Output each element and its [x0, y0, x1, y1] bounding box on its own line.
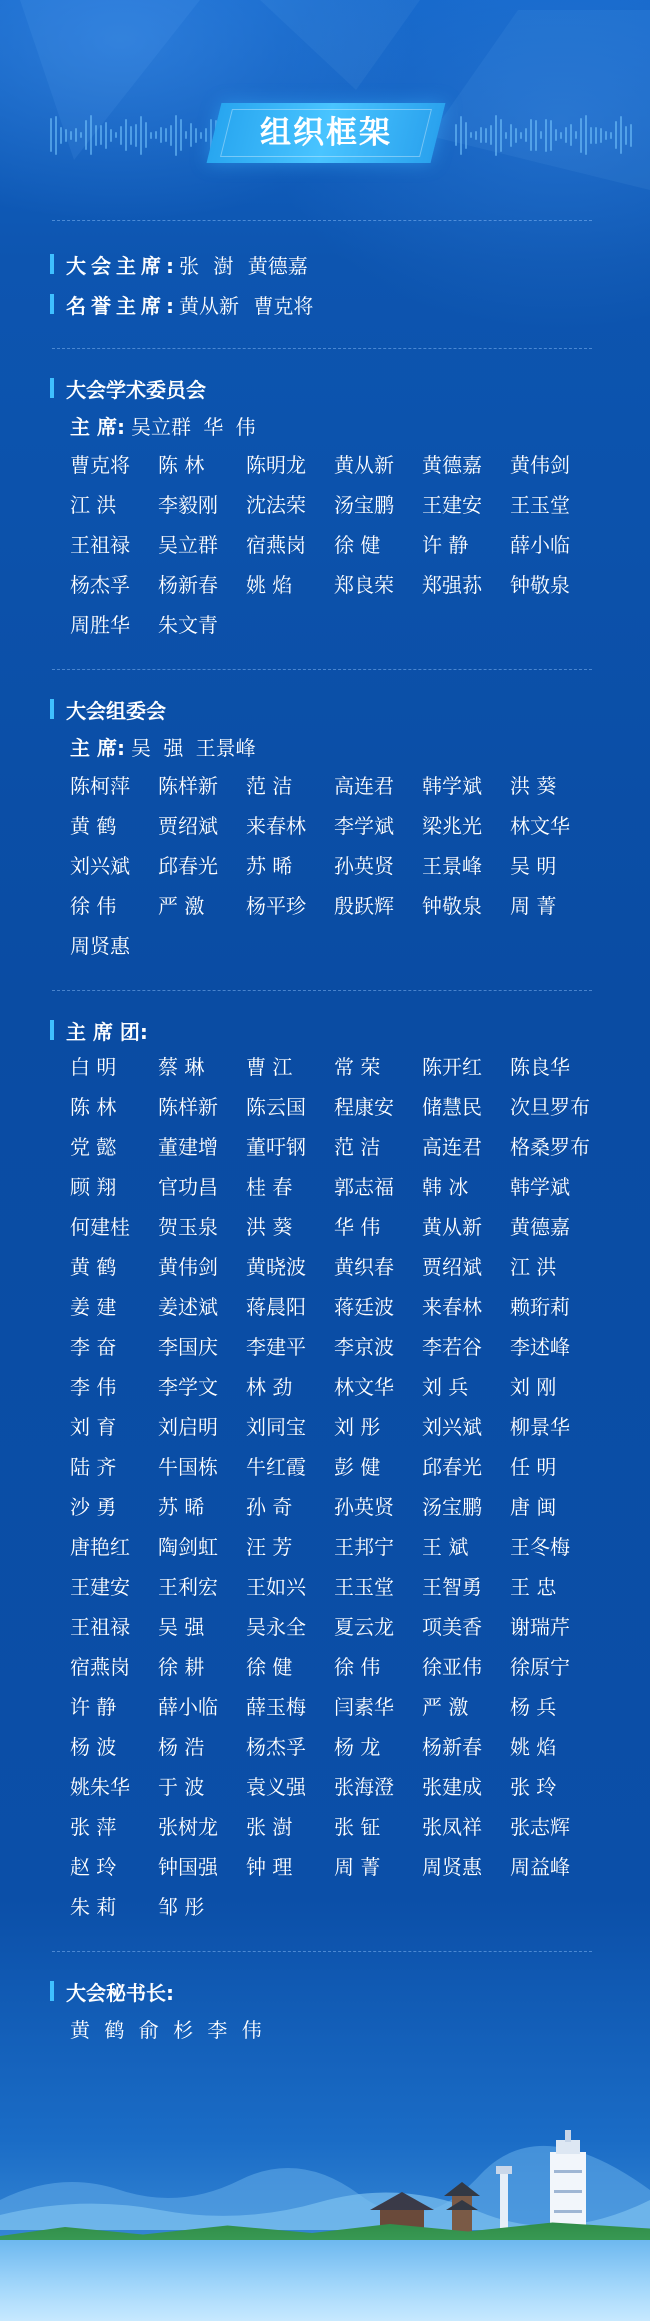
- member-name: 韩 冰: [422, 1175, 469, 1199]
- member-name: 苏 晞: [246, 854, 293, 878]
- member-name: 张志辉: [510, 1815, 570, 1839]
- organizing-member-list: [52, 766, 592, 966]
- wave-bar: [140, 116, 142, 155]
- member-name: 张树龙: [158, 1815, 218, 1839]
- member-name: 陈样新: [158, 774, 218, 798]
- member-name: 朱文青: [158, 613, 218, 637]
- wave-bar: [555, 129, 557, 141]
- wave-bar: [605, 131, 607, 140]
- wave-bar: [125, 119, 127, 151]
- wave-bar: [485, 128, 487, 143]
- member-name: 杨新春: [422, 1735, 482, 1759]
- organizing-committee-heading: [52, 692, 592, 726]
- wave-bar: [190, 123, 192, 147]
- member-name: 江 洪: [510, 1255, 557, 1279]
- member-name: 梁兆光: [422, 814, 482, 838]
- member-name: 贾绍斌: [158, 814, 218, 838]
- wave-bar: [550, 120, 552, 151]
- member-name: 李述峰: [510, 1335, 570, 1359]
- wave-bar: [60, 127, 62, 144]
- member-name: 白 明: [70, 1055, 117, 1079]
- academic-chair-label: 主 席:: [70, 414, 125, 439]
- member-name: 李 伟: [70, 1375, 117, 1399]
- member-name: 郑良荣: [334, 573, 394, 597]
- member-name: 沈法荣: [246, 493, 306, 517]
- wave-bar: [630, 124, 632, 147]
- member-name: 王建安: [70, 1575, 130, 1599]
- member-name: 张凤祥: [422, 1815, 482, 1839]
- member-name: 唐艳红: [70, 1535, 130, 1559]
- member-name: 王利宏: [158, 1575, 218, 1599]
- wave-bar: [180, 119, 182, 151]
- member-name: 王建安: [422, 493, 482, 517]
- member-name: 陈 林: [70, 1095, 117, 1119]
- wave-bar: [165, 128, 167, 142]
- member-name: 吴 强: [158, 1615, 205, 1639]
- member-name: 严 激: [158, 894, 205, 918]
- member-name: 姜述斌: [158, 1295, 218, 1319]
- member-name: 张建成: [422, 1775, 482, 1799]
- secretary-names: 黄 鹤 俞 杉 李 伟: [70, 2017, 262, 2042]
- member-name: 杨 波: [70, 1735, 117, 1759]
- member-name: 王玉堂: [510, 493, 570, 517]
- member-name: 王 忠: [510, 1575, 557, 1599]
- wave-bar: [50, 118, 52, 152]
- section-bar: [50, 699, 54, 719]
- member-name: 张 玲: [510, 1775, 557, 1799]
- member-name: 储慧民: [422, 1095, 482, 1119]
- wave-bar: [195, 128, 197, 143]
- member-name: 来春林: [246, 814, 306, 838]
- section-bar: [50, 378, 54, 398]
- member-name: 徐原宁: [510, 1655, 570, 1679]
- academic-committee-heading: [52, 371, 592, 405]
- member-name: 沙 勇: [70, 1495, 117, 1519]
- decor-shard: [260, 0, 420, 90]
- wave-bar: [130, 126, 132, 145]
- member-name: 王邦宁: [334, 1535, 394, 1559]
- member-name: 华 伟: [334, 1215, 381, 1239]
- section-bar: [50, 1981, 54, 2001]
- wave-bar: [145, 122, 147, 148]
- page-title: 组织框架: [260, 115, 392, 151]
- member-name: 杨新春: [158, 573, 218, 597]
- member-name: 项美香: [422, 1615, 482, 1639]
- wave-bar: [520, 132, 522, 139]
- member-name: 于 波: [158, 1775, 205, 1799]
- member-name: 周益峰: [510, 1855, 570, 1879]
- content: [52, 220, 592, 2048]
- member-name: 刘启明: [158, 1415, 218, 1439]
- member-name: 李若谷: [422, 1335, 482, 1359]
- member-name: 曹克将: [70, 453, 130, 477]
- member-name: 钟 理: [246, 1855, 293, 1879]
- wave-bar: [530, 119, 532, 151]
- member-name: 王如兴: [246, 1575, 306, 1599]
- member-name: 袁义强: [246, 1775, 306, 1799]
- member-name: 周 菁: [510, 894, 557, 918]
- wave-bar: [540, 131, 542, 139]
- wave-bar: [470, 132, 472, 138]
- wave-bar: [55, 116, 57, 155]
- member-name: 姚朱华: [70, 1775, 130, 1799]
- wave-bar: [150, 132, 152, 139]
- member-name: 黄伟剑: [510, 453, 570, 477]
- member-name: 闫素华: [334, 1695, 394, 1719]
- member-name: 刘 刚: [510, 1375, 557, 1399]
- secretary-heading: [52, 1974, 592, 2008]
- wave-bar: [535, 120, 537, 151]
- wave-bar: [515, 128, 517, 143]
- member-name: 孙英贤: [334, 1495, 394, 1519]
- landscape-illustration: [0, 2100, 650, 2321]
- member-name: 苏 晞: [158, 1495, 205, 1519]
- sound-wave-decoration: [455, 113, 632, 157]
- member-name: 汤宝鹏: [422, 1495, 482, 1519]
- academic-chair-names: 吴立群 华 伟: [130, 414, 256, 439]
- member-name: 陶剑虹: [158, 1535, 218, 1559]
- wave-bar: [105, 122, 107, 149]
- member-name: 官功昌: [158, 1175, 218, 1199]
- sound-wave-decoration: [50, 113, 227, 157]
- academic-member-list: [52, 445, 592, 645]
- member-name: 郑强荪: [422, 573, 482, 597]
- wave-bar: [595, 127, 597, 144]
- member-name: 格桑罗布: [510, 1135, 590, 1159]
- member-name: 薛小临: [158, 1695, 218, 1719]
- member-name: 陈柯萍: [70, 774, 130, 798]
- member-name: 杨 浩: [158, 1735, 205, 1759]
- wave-bar: [460, 116, 462, 155]
- member-name: 江 洪: [70, 493, 117, 517]
- member-name: 张 澍: [246, 1815, 293, 1839]
- academic-committee-title: 大会学术委员会: [66, 377, 206, 402]
- member-name: 来春林: [422, 1295, 482, 1319]
- member-name: 刘兴斌: [422, 1415, 482, 1439]
- wave-bar: [510, 124, 512, 147]
- member-name: 黄晓波: [246, 1255, 306, 1279]
- secretary-title: 大会秘书长:: [66, 1980, 174, 2005]
- wave-bar: [610, 132, 612, 139]
- wave-bar: [620, 116, 622, 154]
- member-name: 姜 建: [70, 1295, 117, 1319]
- wave-bar: [480, 127, 482, 143]
- member-name: 常 荣: [334, 1055, 381, 1079]
- member-name: 谢瑞芹: [510, 1615, 570, 1639]
- presidium-title: 主 席 团:: [66, 1019, 148, 1044]
- organizing-chair-names: 吴 强 王景峰: [130, 735, 256, 760]
- member-name: 郭志福: [334, 1175, 394, 1199]
- member-name: 顾 翔: [70, 1175, 117, 1199]
- wave-bar: [580, 118, 582, 153]
- wave-bar: [185, 131, 187, 139]
- member-name: 张 钲: [334, 1815, 381, 1839]
- organizing-chair-label: 主 席:: [70, 735, 125, 760]
- organizing-committee-title: 大会组委会: [66, 698, 166, 723]
- member-name: 吴 明: [510, 854, 557, 878]
- member-name: 宿燕岗: [70, 1655, 130, 1679]
- organizing-chair-row: [52, 726, 592, 766]
- member-name: 刘同宝: [246, 1415, 306, 1439]
- member-name: 钟国强: [158, 1855, 218, 1879]
- wave-bar: [560, 132, 562, 139]
- wave-bar: [455, 124, 457, 146]
- member-name: 蒋廷波: [334, 1295, 394, 1319]
- member-name: 赖珩莉: [510, 1295, 570, 1319]
- member-name: 许 静: [422, 533, 469, 557]
- member-name: 殷跃辉: [334, 894, 394, 918]
- member-name: 王智勇: [422, 1575, 482, 1599]
- member-name: 周胜华: [70, 613, 130, 637]
- member-name: 蒋晨阳: [246, 1295, 306, 1319]
- member-name: 黄从新: [422, 1215, 482, 1239]
- member-name: 徐 伟: [70, 894, 117, 918]
- member-name: 王祖禄: [70, 1615, 130, 1639]
- member-name: 周 菁: [334, 1855, 381, 1879]
- member-name: 程康安: [334, 1095, 394, 1119]
- honorary-chair-row: [52, 284, 592, 324]
- member-name: 何建桂: [70, 1215, 130, 1239]
- member-name: 宿燕岗: [246, 533, 306, 557]
- member-name: 高连君: [334, 774, 394, 798]
- member-name: 范 洁: [334, 1135, 381, 1159]
- member-name: 杨杰孚: [246, 1735, 306, 1759]
- member-name: 黄 鹤: [70, 1255, 117, 1279]
- conference-chair-row: [52, 244, 592, 284]
- member-name: 杨平珍: [246, 894, 306, 918]
- section-bar: [50, 294, 54, 314]
- member-name: 李建平: [246, 1335, 306, 1359]
- member-name: 吴立群: [158, 533, 218, 557]
- wave-bar: [565, 127, 567, 143]
- member-name: 张 萍: [70, 1815, 117, 1839]
- presidium-member-list: [52, 1047, 592, 1927]
- member-name: 汪 芳: [246, 1535, 293, 1559]
- member-name: 蔡 琳: [158, 1055, 205, 1079]
- member-name: 党 懿: [70, 1135, 117, 1159]
- wave-bar: [155, 131, 157, 139]
- member-name: 王祖禄: [70, 533, 130, 557]
- member-name: 钟敬泉: [422, 894, 482, 918]
- member-name: 王玉堂: [334, 1575, 394, 1599]
- member-name: 黄伟剑: [158, 1255, 218, 1279]
- wave-bar: [570, 124, 572, 146]
- academic-chair-row: [52, 405, 592, 445]
- member-name: 高连君: [422, 1135, 482, 1159]
- member-name: 董建增: [158, 1135, 218, 1159]
- member-name: 刘兴斌: [70, 854, 130, 878]
- wave-bar: [625, 126, 627, 145]
- member-name: 林文华: [334, 1375, 394, 1399]
- member-name: 邹 彤: [158, 1895, 205, 1919]
- member-name: 陈云国: [246, 1095, 306, 1119]
- member-name: 李 奋: [70, 1335, 117, 1359]
- member-name: 贾绍斌: [422, 1255, 482, 1279]
- member-name: 陈开红: [422, 1055, 482, 1079]
- wave-bar: [90, 115, 92, 155]
- member-name: 赵 玲: [70, 1855, 117, 1879]
- wave-bar: [95, 125, 97, 146]
- member-name: 李学斌: [334, 814, 394, 838]
- member-name: 张海澄: [334, 1775, 394, 1799]
- member-name: 周贤惠: [70, 934, 130, 958]
- wave-bar: [135, 124, 137, 147]
- member-name: 黄从新: [334, 453, 394, 477]
- wave-bar: [465, 122, 467, 149]
- section-bar: [50, 1020, 54, 1040]
- member-name: 陈样新: [158, 1095, 218, 1119]
- lake-decoration: [0, 2240, 650, 2321]
- wave-bar: [110, 129, 112, 142]
- secretary-row: [52, 2008, 592, 2048]
- wave-bar: [505, 132, 507, 139]
- member-name: 牛红霞: [246, 1455, 306, 1479]
- wave-bar: [585, 115, 587, 155]
- member-name: 薛玉梅: [246, 1695, 306, 1719]
- member-name: 姚 焰: [246, 573, 293, 597]
- member-name: 严 激: [422, 1695, 469, 1719]
- member-name: 刘 彤: [334, 1415, 381, 1439]
- wave-bar: [115, 132, 117, 138]
- wave-bar: [205, 128, 207, 142]
- member-name: 吴永全: [246, 1615, 306, 1639]
- member-name: 彭 健: [334, 1455, 381, 1479]
- member-name: 杨 兵: [510, 1695, 557, 1719]
- member-name: 洪 葵: [246, 1215, 293, 1239]
- member-name: 杨杰孚: [70, 573, 130, 597]
- member-name: 王景峰: [422, 854, 482, 878]
- wave-bar: [525, 128, 527, 142]
- member-name: 李国庆: [158, 1335, 218, 1359]
- wave-bar: [80, 132, 82, 138]
- member-name: 汤宝鹏: [334, 493, 394, 517]
- member-name: 周贤惠: [422, 1855, 482, 1879]
- member-name: 夏云龙: [334, 1615, 394, 1639]
- member-name: 李毅刚: [158, 493, 218, 517]
- member-name: 孙 奇: [246, 1495, 293, 1519]
- member-name: 任 明: [510, 1455, 557, 1479]
- member-name: 王 斌: [422, 1535, 469, 1559]
- member-name: 孙英贤: [334, 854, 394, 878]
- member-name: 黄 鹤: [70, 814, 117, 838]
- wave-bar: [545, 119, 547, 152]
- wave-bar: [65, 129, 67, 142]
- member-name: 朱 莉: [70, 1895, 117, 1919]
- member-name: 洪 葵: [510, 774, 557, 798]
- honorary-chair-label: 名誉主席:: [66, 293, 179, 318]
- member-name: 徐 健: [246, 1655, 293, 1679]
- conference-chair-label: 大会主席:: [66, 253, 179, 278]
- conference-chair-names: 张 澍 黄德嘉: [179, 253, 308, 278]
- member-name: 李京波: [334, 1335, 394, 1359]
- member-name: 牛国栋: [158, 1455, 218, 1479]
- wave-bar: [75, 128, 77, 142]
- member-name: 黄织春: [334, 1255, 394, 1279]
- member-name: 徐 健: [334, 533, 381, 557]
- member-name: 陆 齐: [70, 1455, 117, 1479]
- wave-bar: [575, 131, 577, 139]
- member-name: 钟敬泉: [510, 573, 570, 597]
- honorary-chair-names: 黄从新 曹克将: [179, 293, 314, 318]
- member-name: 林 劲: [246, 1375, 293, 1399]
- member-name: 李学文: [158, 1375, 218, 1399]
- wave-bar: [200, 132, 202, 139]
- member-name: 董吁钢: [246, 1135, 306, 1159]
- wave-bar: [590, 127, 592, 144]
- member-name: 刘 育: [70, 1415, 117, 1439]
- member-name: 柳景华: [510, 1415, 570, 1439]
- member-name: 刘 兵: [422, 1375, 469, 1399]
- wave-bar: [500, 119, 502, 152]
- member-name: 薛小临: [510, 533, 570, 557]
- wave-bar: [615, 121, 617, 149]
- wave-bar: [100, 125, 102, 145]
- member-name: 徐亚伟: [422, 1655, 482, 1679]
- member-name: 徐 耕: [158, 1655, 205, 1679]
- member-name: 范 洁: [246, 774, 293, 798]
- member-name: 王冬梅: [510, 1535, 570, 1559]
- wave-bar: [175, 115, 177, 156]
- wave-bar: [120, 126, 122, 145]
- member-name: 黄德嘉: [422, 453, 482, 477]
- wave-bar: [600, 128, 602, 143]
- wave-bar: [70, 131, 72, 140]
- member-name: 桂 春: [246, 1175, 293, 1199]
- member-name: 许 静: [70, 1695, 117, 1719]
- member-name: 韩学斌: [510, 1175, 570, 1199]
- member-name: 陈 林: [158, 453, 205, 477]
- section-bar: [50, 254, 54, 274]
- member-name: 次旦罗布: [510, 1095, 590, 1119]
- member-name: 邱春光: [158, 854, 218, 878]
- member-name: 杨 龙: [334, 1735, 381, 1759]
- member-name: 姚 焰: [510, 1735, 557, 1759]
- member-name: 林文华: [510, 814, 570, 838]
- presidium-heading: [52, 1013, 592, 1047]
- member-name: 陈良华: [510, 1055, 570, 1079]
- member-name: 唐 闽: [510, 1495, 557, 1519]
- wave-bar: [160, 127, 162, 143]
- wave-bar: [170, 125, 172, 146]
- member-name: 邱春光: [422, 1455, 482, 1479]
- header: [0, 95, 650, 175]
- member-name: 徐 伟: [334, 1655, 381, 1679]
- member-name: 黄德嘉: [510, 1215, 570, 1239]
- wave-bar: [490, 125, 492, 145]
- wave-bar: [85, 120, 87, 150]
- member-name: 贺玉泉: [158, 1215, 218, 1239]
- member-name: 陈明龙: [246, 453, 306, 477]
- wave-bar: [475, 131, 477, 140]
- member-name: 曹 江: [246, 1055, 293, 1079]
- member-name: 韩学斌: [422, 774, 482, 798]
- wave-bar: [495, 115, 497, 156]
